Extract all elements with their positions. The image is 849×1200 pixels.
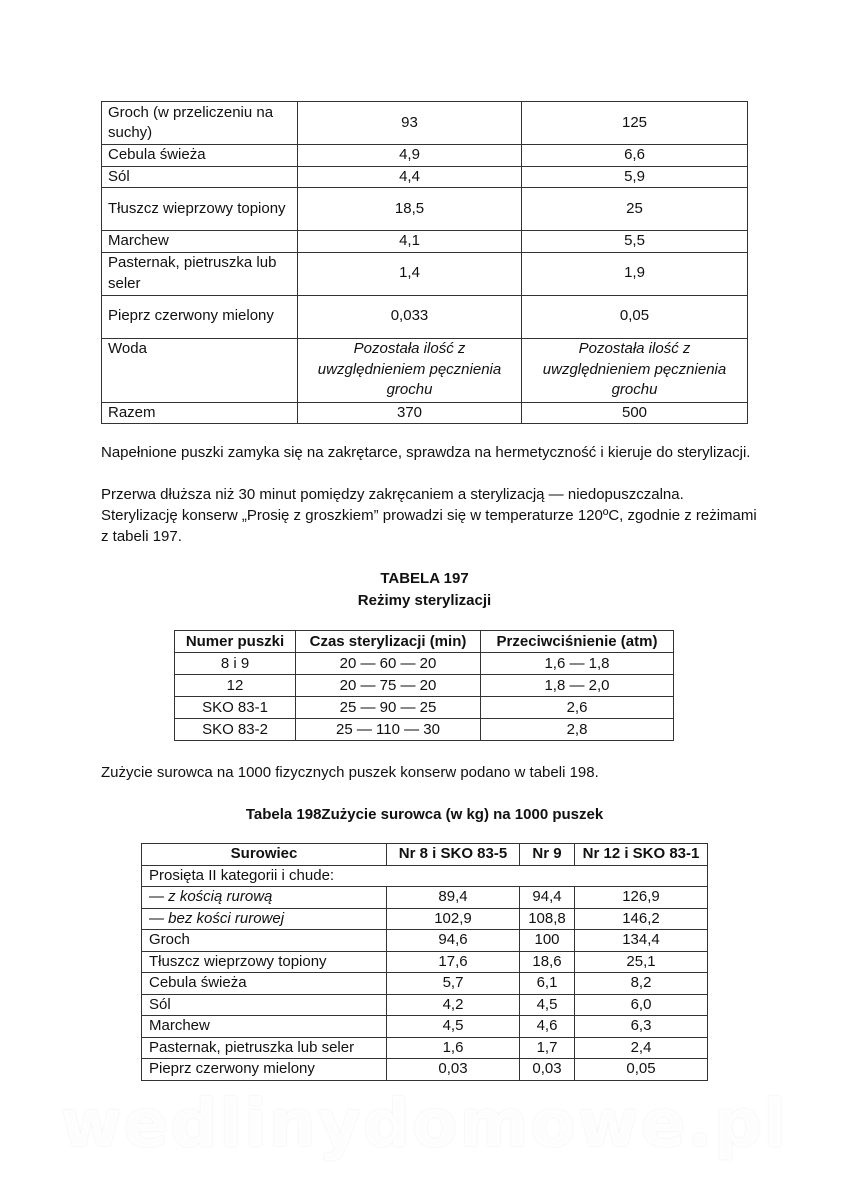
table-row (142, 908, 708, 930)
column-header: Nr 12 i SKO 83-1 (575, 844, 708, 866)
table-row (142, 1059, 708, 1081)
ingredient-name: Pasternak, pietruszka lub seler (102, 252, 298, 295)
can-number: SKO 83-2 (175, 719, 296, 741)
amount-500: 500 (522, 402, 748, 424)
material-name: Pasternak, pietruszka lub seler (142, 1037, 387, 1059)
column-header: Nr 9 (520, 844, 575, 866)
value-nr8: 1,6 (387, 1037, 520, 1059)
table-row (102, 102, 748, 145)
amount-500: 6,6 (522, 145, 748, 167)
material-name: — z kością rurową (142, 887, 387, 909)
table-header-row (142, 844, 708, 866)
sterilization-time: 25 — 110 — 30 (296, 719, 481, 741)
can-number: 8 i 9 (175, 653, 296, 675)
can-number: SKO 83-1 (175, 697, 296, 719)
value-nr9: 4,5 (520, 994, 575, 1016)
value-nr12: 8,2 (575, 973, 708, 995)
column-header: Czas sterylizacji (min) (296, 631, 481, 653)
value-nr8: 0,03 (387, 1059, 520, 1081)
material-name: Sól (142, 994, 387, 1016)
ingredient-name: Pieprz czerwony mielony (102, 295, 298, 338)
value-nr9: 4,6 (520, 1016, 575, 1038)
sterilization-time: 25 — 90 — 25 (296, 697, 481, 719)
amount-500: 0,05 (522, 295, 748, 338)
table197-title: TABELA 197 (380, 570, 469, 587)
amount-370: 1,4 (298, 252, 522, 295)
amount-500: Pozostała ilość z uwzględnieniem pęcznienia grochu (522, 338, 748, 402)
value-nr9: 6,1 (520, 973, 575, 995)
table-row (142, 951, 708, 973)
ingredient-name: Sól (102, 166, 298, 188)
material-name: Marchew (142, 1016, 387, 1038)
counter-pressure: 1,8 — 2,0 (481, 675, 674, 697)
table-row (142, 887, 708, 909)
table-row (175, 719, 674, 741)
value-nr12: 126,9 (575, 887, 708, 909)
paragraph-interval: Przerwa dłuższa niż 30 minut pomiędzy zakręcaniem a sterylizacją — niedopuszczalna. (101, 486, 684, 503)
value-nr8: 17,6 (387, 951, 520, 973)
value-nr9: 18,6 (520, 951, 575, 973)
amount-370: 18,5 (298, 188, 522, 231)
sterilization-time: 20 — 75 — 20 (296, 675, 481, 697)
ingredient-name: Razem (102, 402, 298, 424)
table-row (175, 697, 674, 719)
amount-370: 4,9 (298, 145, 522, 167)
value-nr12: 6,3 (575, 1016, 708, 1038)
ingredients-table-continued (101, 101, 748, 424)
value-nr12: 146,2 (575, 908, 708, 930)
amount-370: Pozostała ilość z uwzględnieniem pęcznienia grochu (298, 338, 522, 402)
paragraph-sterilization: Sterylizację konserw „Prosię z groszkiem” prowadzi się w temperaturze 120ºC, zgodnie z reżimami z tabeli 197. (101, 507, 757, 545)
table-row (175, 653, 674, 675)
amount-500: 1,9 (522, 252, 748, 295)
table197-subtitle: Reżimy sterylizacji (357, 592, 492, 609)
column-header: Przeciwciśnienie (atm) (481, 631, 674, 653)
value-nr9: 108,8 (520, 908, 575, 930)
value-nr12: 25,1 (575, 951, 708, 973)
value-nr12: 2,4 (575, 1037, 708, 1059)
can-number: 12 (175, 675, 296, 697)
counter-pressure: 2,8 (481, 719, 674, 741)
value-nr12: 134,4 (575, 930, 708, 952)
material-name: Pieprz czerwony mielony (142, 1059, 387, 1081)
raw-material-table (141, 843, 708, 1081)
value-nr12: 6,0 (575, 994, 708, 1016)
table-row (102, 338, 748, 402)
table-header-row (175, 631, 674, 653)
column-header: Nr 8 i SKO 83-5 (387, 844, 520, 866)
value-nr8: 89,4 (387, 887, 520, 909)
amount-370: 370 (298, 402, 522, 424)
table-row (142, 930, 708, 952)
sterilization-table (174, 630, 674, 741)
table198-title: Tabela 198Zużycie surowca (w kg) na 1000 puszek (245, 806, 604, 823)
paragraph-consumption: Zużycie surowca na 1000 fizycznych puszek konserw podano w tabeli 198. (101, 764, 599, 781)
ingredient-name: Groch (w przeliczeniu na suchy) (102, 102, 298, 145)
table-row (142, 973, 708, 995)
value-nr12: 0,05 (575, 1059, 708, 1081)
table-row (175, 675, 674, 697)
value-nr9: 100 (520, 930, 575, 952)
value-nr9: 0,03 (520, 1059, 575, 1081)
ingredient-name: Woda (102, 338, 298, 402)
watermark: wedlinydomowe.pl (60, 1085, 789, 1162)
table-row (102, 166, 748, 188)
ingredient-name: Cebula świeża (102, 145, 298, 167)
counter-pressure: 2,6 (481, 697, 674, 719)
amount-370: 4,4 (298, 166, 522, 188)
ingredient-name: Marchew (102, 231, 298, 253)
table-row (102, 252, 748, 295)
table-row (142, 1037, 708, 1059)
value-nr8: 5,7 (387, 973, 520, 995)
amount-500: 5,5 (522, 231, 748, 253)
table-row (102, 295, 748, 338)
amount-500: 125 (522, 102, 748, 145)
counter-pressure: 1,6 — 1,8 (481, 653, 674, 675)
value-nr8: 94,6 (387, 930, 520, 952)
value-nr9: 94,4 (520, 887, 575, 909)
table-row (102, 188, 748, 231)
value-nr8: 102,9 (387, 908, 520, 930)
ingredient-name: Tłuszcz wieprzowy topiony (102, 188, 298, 231)
table-row (102, 145, 748, 167)
amount-370: 0,033 (298, 295, 522, 338)
amount-500: 25 (522, 188, 748, 231)
value-nr8: 4,2 (387, 994, 520, 1016)
amount-370: 93 (298, 102, 522, 145)
material-name: Cebula świeża (142, 973, 387, 995)
material-name: Groch (142, 930, 387, 952)
table-row (102, 231, 748, 253)
sterilization-time: 20 — 60 — 20 (296, 653, 481, 675)
table-row (102, 402, 748, 424)
table-group-row (142, 865, 708, 887)
amount-370: 4,1 (298, 231, 522, 253)
value-nr8: 4,5 (387, 1016, 520, 1038)
amount-500: 5,9 (522, 166, 748, 188)
column-header: Numer puszki (175, 631, 296, 653)
paragraph-sealing: Napełnione puszki zamyka się na zakrętarce, sprawdza na hermetyczność i kieruje do sterylizacji. (101, 444, 751, 461)
column-header: Surowiec (142, 844, 387, 866)
group-label: Prosięta II kategorii i chude: (142, 865, 708, 887)
table-row (142, 994, 708, 1016)
material-name: — bez kości rurowej (142, 908, 387, 930)
material-name: Tłuszcz wieprzowy topiony (142, 951, 387, 973)
table-row (142, 1016, 708, 1038)
value-nr9: 1,7 (520, 1037, 575, 1059)
